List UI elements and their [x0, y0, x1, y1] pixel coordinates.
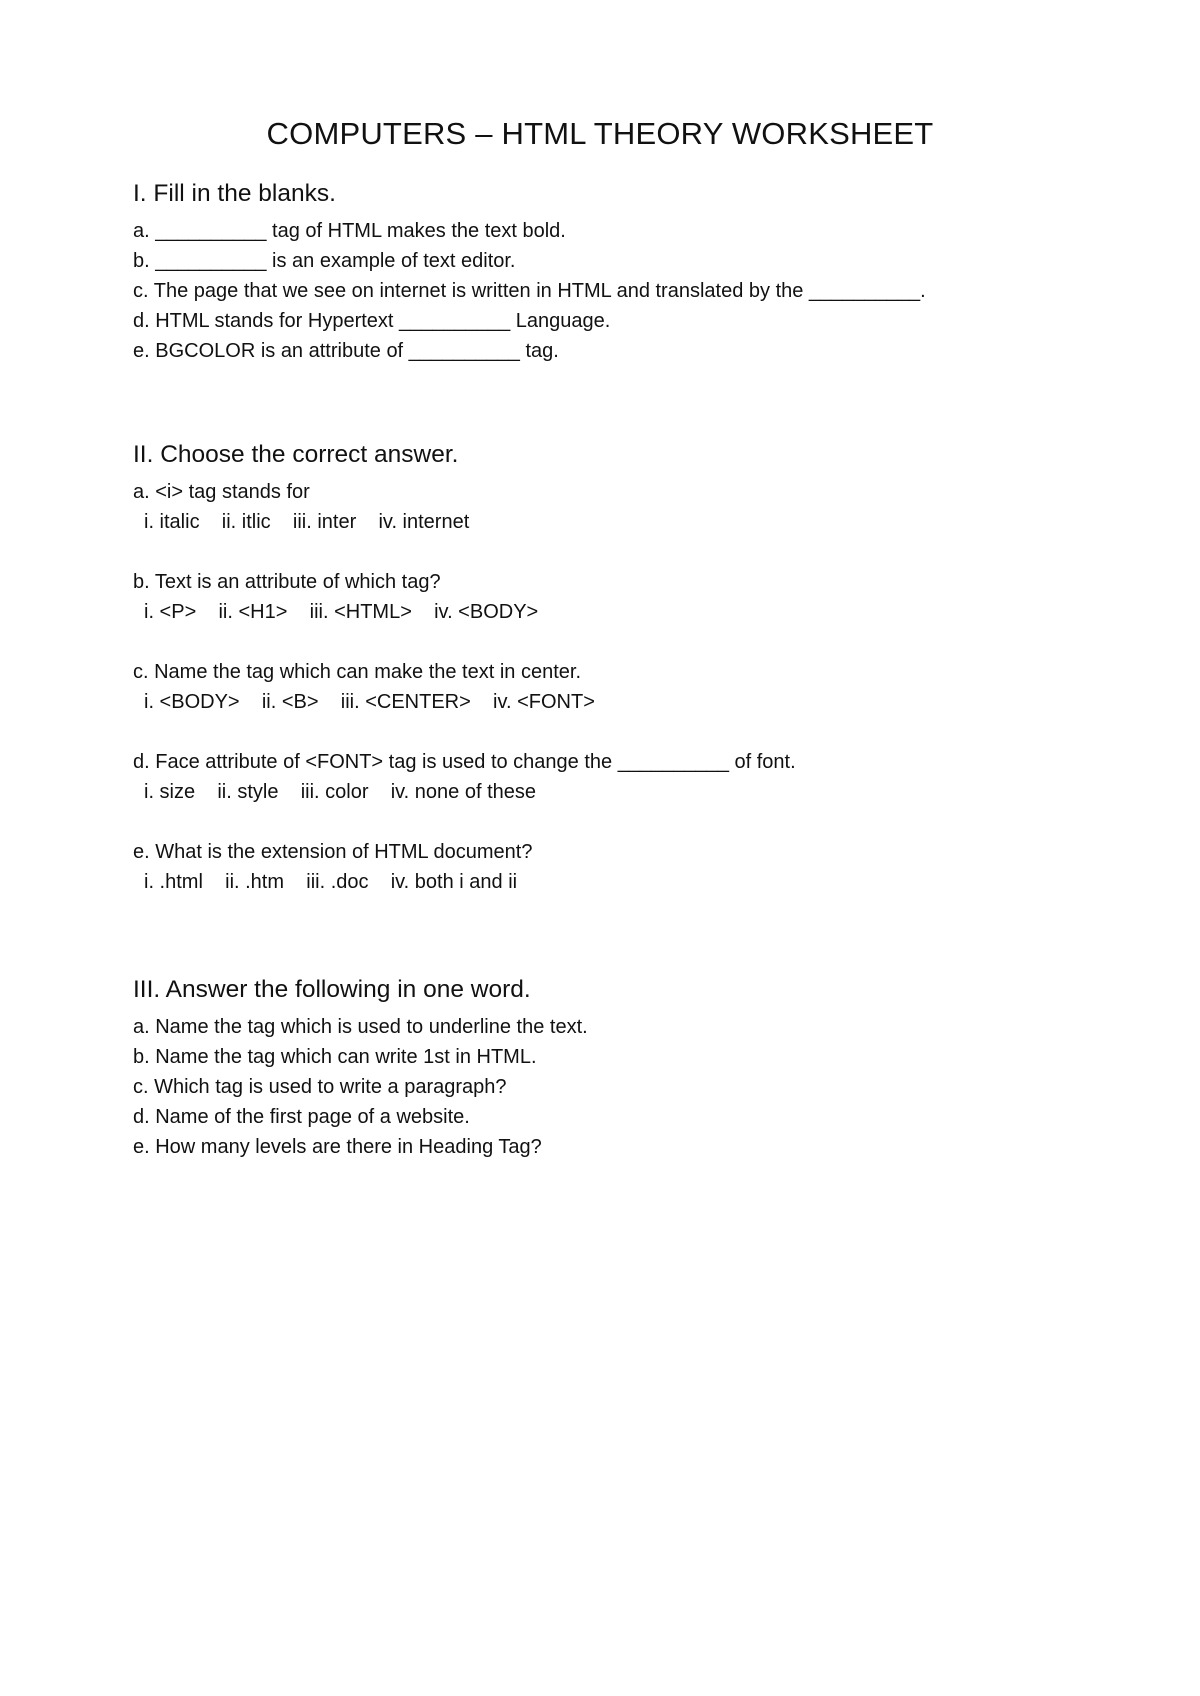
section-multiple-choice: [133, 439, 1113, 927]
mcq-question-c: [133, 657, 1113, 717]
worksheet-title: COMPUTERS – HTML THEORY WORKSHEET: [266, 116, 934, 151]
one-word-item-d: d. Name of the first page of a website.: [133, 1106, 470, 1128]
one-word-item-b: b. Name the tag which can write 1st in HTML.: [133, 1046, 537, 1068]
mcq-question-a: [133, 477, 1113, 537]
question-text: b. Text is an attribute of which tag?: [133, 571, 441, 593]
question-options: i. italic ii. itlic iii. inter iv. internet: [144, 511, 470, 533]
section-heading: III. Answer the following in one word.: [133, 976, 531, 1003]
section-heading: II. Choose the correct answer.: [133, 441, 459, 468]
question-options: i. .html ii. .htm iii. .doc iv. both i and ii: [144, 871, 518, 893]
question-text: d. Face attribute of <FONT> tag is used to change the __________ of font.: [133, 751, 796, 773]
question-options: i. <BODY> ii. <B> iii. <CENTER> iv. <FONT>: [144, 691, 595, 713]
one-word-item-c: c. Which tag is used to write a paragraph?: [133, 1076, 507, 1098]
blank-item-a: a. __________ tag of HTML makes the text bold.: [133, 220, 566, 242]
one-word-item-e: e. How many levels are there in Heading Tag?: [133, 1136, 542, 1158]
question-text: e. What is the extension of HTML document?: [133, 841, 533, 863]
blank-item-b: b. __________ is an example of text editor.: [133, 250, 516, 272]
blank-item-d: d. HTML stands for Hypertext __________ Language.: [133, 310, 611, 332]
question-text: a. <i> tag stands for: [133, 481, 310, 503]
one-word-item-a: a. Name the tag which is used to underline the text.: [133, 1016, 588, 1038]
section-heading: I. Fill in the blanks.: [133, 180, 336, 207]
question-options: i. size ii. style iii. color iv. none of these: [144, 781, 537, 803]
question-options: i. <P> ii. <H1> iii. <HTML> iv. <BODY>: [144, 601, 539, 623]
question-text: c. Name the tag which can make the text in center.: [133, 661, 582, 683]
mcq-question-e: [133, 837, 1113, 897]
section-one-word-answers: [133, 974, 1113, 1162]
mcq-question-d: [133, 747, 1113, 807]
section-fill-in-blanks: [133, 178, 1113, 366]
mcq-question-b: [133, 567, 1113, 627]
blank-item-c: c. The page that we see on internet is written in HTML and translated by the __________.: [133, 280, 926, 302]
blank-item-e: e. BGCOLOR is an attribute of __________ tag.: [133, 340, 559, 362]
